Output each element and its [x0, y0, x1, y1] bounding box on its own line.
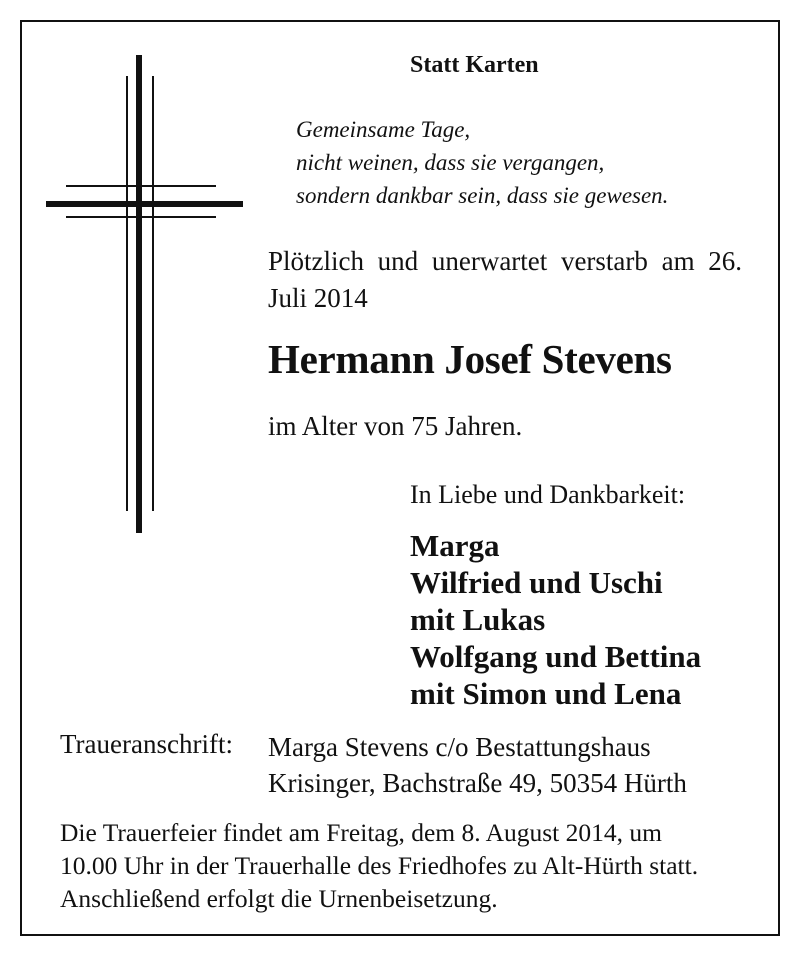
motto-line: sondern dankbar sein, dass sie gewesen.	[296, 183, 669, 208]
cross-vertical-line-right	[152, 76, 154, 511]
address-line: Marga Stevens c/o Bestattungshaus	[268, 732, 651, 762]
family-member: mit Lukas	[410, 602, 546, 637]
service-line: Anschließend erfolgt die Urnenbeisetzung.	[60, 884, 498, 913]
family-member: Wolfgang und Bettina	[410, 639, 702, 674]
love-line: In Liebe und Dankbarkeit:	[410, 480, 686, 509]
deceased-name: Hermann Josef Stevens	[268, 336, 672, 382]
motto	[296, 113, 668, 212]
family-member: Wilfried und Uschi	[410, 565, 663, 600]
address	[268, 729, 687, 801]
family-member: mit Simon und Lena	[410, 676, 682, 711]
address-line: Krisinger, Bachstraße 49, 50354 Hürth	[268, 768, 687, 798]
service-info	[60, 816, 743, 915]
cross-icon	[0, 0, 260, 540]
death-announcement: Plötzlich und unerwartet verstarb am 26. Juli 2014	[268, 246, 742, 313]
family-member: Marga	[410, 528, 500, 563]
service-line: 10.00 Uhr in der Trauerhalle des Friedhofes zu Alt-Hürth statt.	[60, 851, 699, 880]
family-list	[410, 527, 701, 712]
cross-vertical-main	[136, 55, 142, 533]
cross-vertical-line-left	[126, 76, 128, 511]
age-line: im Alter von 75 Jahren.	[268, 411, 523, 441]
motto-line: nicht weinen, dass sie vergangen,	[296, 150, 605, 175]
service-line: Die Trauerfeier findet am Freitag, dem 8. August 2014, um	[60, 818, 662, 847]
cross-horizontal-main	[46, 201, 243, 207]
cross-horizontal-line-bottom	[66, 216, 216, 218]
cross-horizontal-line-top	[66, 185, 216, 187]
motto-line: Gemeinsame Tage,	[296, 117, 471, 142]
address-label: Traueranschrift:	[60, 729, 233, 759]
heading-statt-karten: Statt Karten	[410, 52, 539, 78]
